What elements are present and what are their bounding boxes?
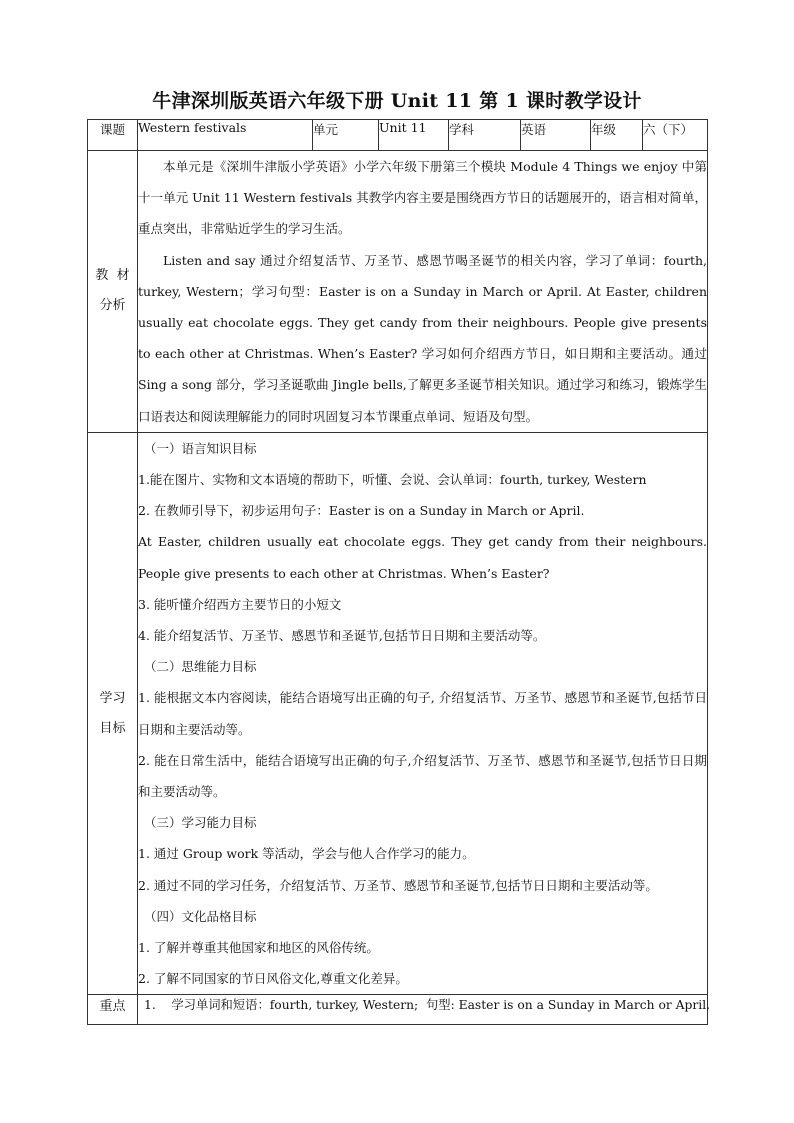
goal-item: 2. 在教师引导下，初步运用句子：Easter is on a Sunday in March or April. bbox=[138, 503, 585, 519]
analysis-paragraph: Listen and say 通过介绍复活节、万圣节、感恩节喝圣诞节的相关内容，学习了单词：fourth, turkey, Western；学习句型：Easter is on a Sunday in March or April. At Easter, children usually eat chocolate eggs. They get candy from their neighbours. People give presents to each other at Christmas. When’s Easter? 学习如何介绍西方节日，如日期和主要活动。通过 Sing a song 部分，学习圣诞歌曲 Jingle bells,了解更多圣诞节相关知识。通过学习和练习，锻炼学生口语表达和阅读理解能力的同时巩固复习本节课重点单词、短语及句型。 bbox=[138, 252, 707, 424]
analysis-row bbox=[88, 151, 708, 433]
focus-row bbox=[88, 995, 708, 1025]
goal-item: 4. 能介绍复活节、万圣节、感恩节和圣诞节,包括节日日期和主要活动等。 bbox=[138, 628, 546, 644]
page-title: 牛津深圳版英语六年级下册 Unit 11 第 1 课时教学设计 bbox=[152, 90, 642, 112]
goal-item: 2. 能在日常生活中，能结合语境写出正确的句子,介绍复活节、万圣节、感恩节和圣诞节,包括节日日期和主要活动等。 bbox=[138, 752, 707, 800]
focus-content: 1. 学习单词和短语：fourth, turkey, Western; 句型: Easter is on a Sunday in March or April. bbox=[138, 995, 708, 1025]
goals-content bbox=[138, 432, 708, 995]
goal-heading: （一）语言知识目标 bbox=[144, 440, 257, 456]
goals-row bbox=[88, 432, 708, 995]
lesson-plan-table bbox=[87, 119, 711, 1025]
grade-value: 六（下） bbox=[643, 120, 708, 151]
grade-label: 年级 bbox=[591, 120, 643, 151]
analysis-content bbox=[138, 151, 708, 433]
analysis-label-line2: 分析 bbox=[99, 298, 126, 314]
goal-heading: （二）思维能力目标 bbox=[144, 659, 257, 675]
analysis-label bbox=[88, 151, 138, 433]
goal-item: 1.能在图片、实物和文本语境的帮助下，听懂、会说、会认单词：fourth, turkey, Western bbox=[138, 472, 647, 488]
goal-item: 1. 能根据文本内容阅读，能结合语境写出正确的句子, 介绍复活节、万圣节、感恩节和圣诞节,包括节日日期和主要活动等。 bbox=[138, 690, 707, 737]
goal-heading: （四）文化品格目标 bbox=[144, 908, 257, 924]
goal-heading: （三）学习能力目标 bbox=[144, 815, 257, 831]
goal-item: 2. 了解不同国家的节日风俗文化,尊重文化差异。 bbox=[138, 971, 408, 987]
goals-label bbox=[88, 432, 138, 995]
topic-label: 课题 bbox=[88, 120, 138, 151]
unit-label: 单元 bbox=[313, 120, 379, 151]
goals-label-line2: 目标 bbox=[99, 720, 126, 736]
focus-label: 重点 bbox=[88, 995, 138, 1025]
analysis-label-line1: 教 材 bbox=[95, 268, 130, 284]
subject-label: 学科 bbox=[449, 120, 521, 151]
goal-item: 1. 通过 Group work 等活动，学会与他人合作学习的能力。 bbox=[138, 846, 475, 862]
topic-value: Western festivals bbox=[138, 120, 313, 151]
goal-item: 1. 了解并尊重其他国家和地区的风俗传统。 bbox=[138, 940, 379, 956]
goal-item: 2. 通过不同的学习任务，介绍复活节、万圣节、感恩节和圣诞节,包括节日日期和主要活动等。 bbox=[138, 877, 658, 893]
analysis-paragraph: 本单元是《深圳牛津版小学英语》小学六年级下册第三个模块 Module 4 Things we enjoy 中第十一单元 Unit 11 Western festivals 其教学内容主要是围绕西方节日的话题展开的，语言相对简单，重点突出，非常贴近学生的学习生活。 bbox=[138, 159, 707, 237]
goal-item: At Easter, children usually eat chocolate eggs. They get candy from their neighbours. People give presents to each other at Christmas. When’s Easter? bbox=[138, 534, 707, 581]
goals-label-line1: 学习 bbox=[99, 690, 126, 706]
unit-value: Unit 11 bbox=[379, 120, 449, 151]
header-row bbox=[88, 120, 708, 151]
goal-item: 3. 能听懂介绍西方主要节日的小短文 bbox=[138, 596, 342, 612]
subject-value: 英语 bbox=[521, 120, 591, 151]
